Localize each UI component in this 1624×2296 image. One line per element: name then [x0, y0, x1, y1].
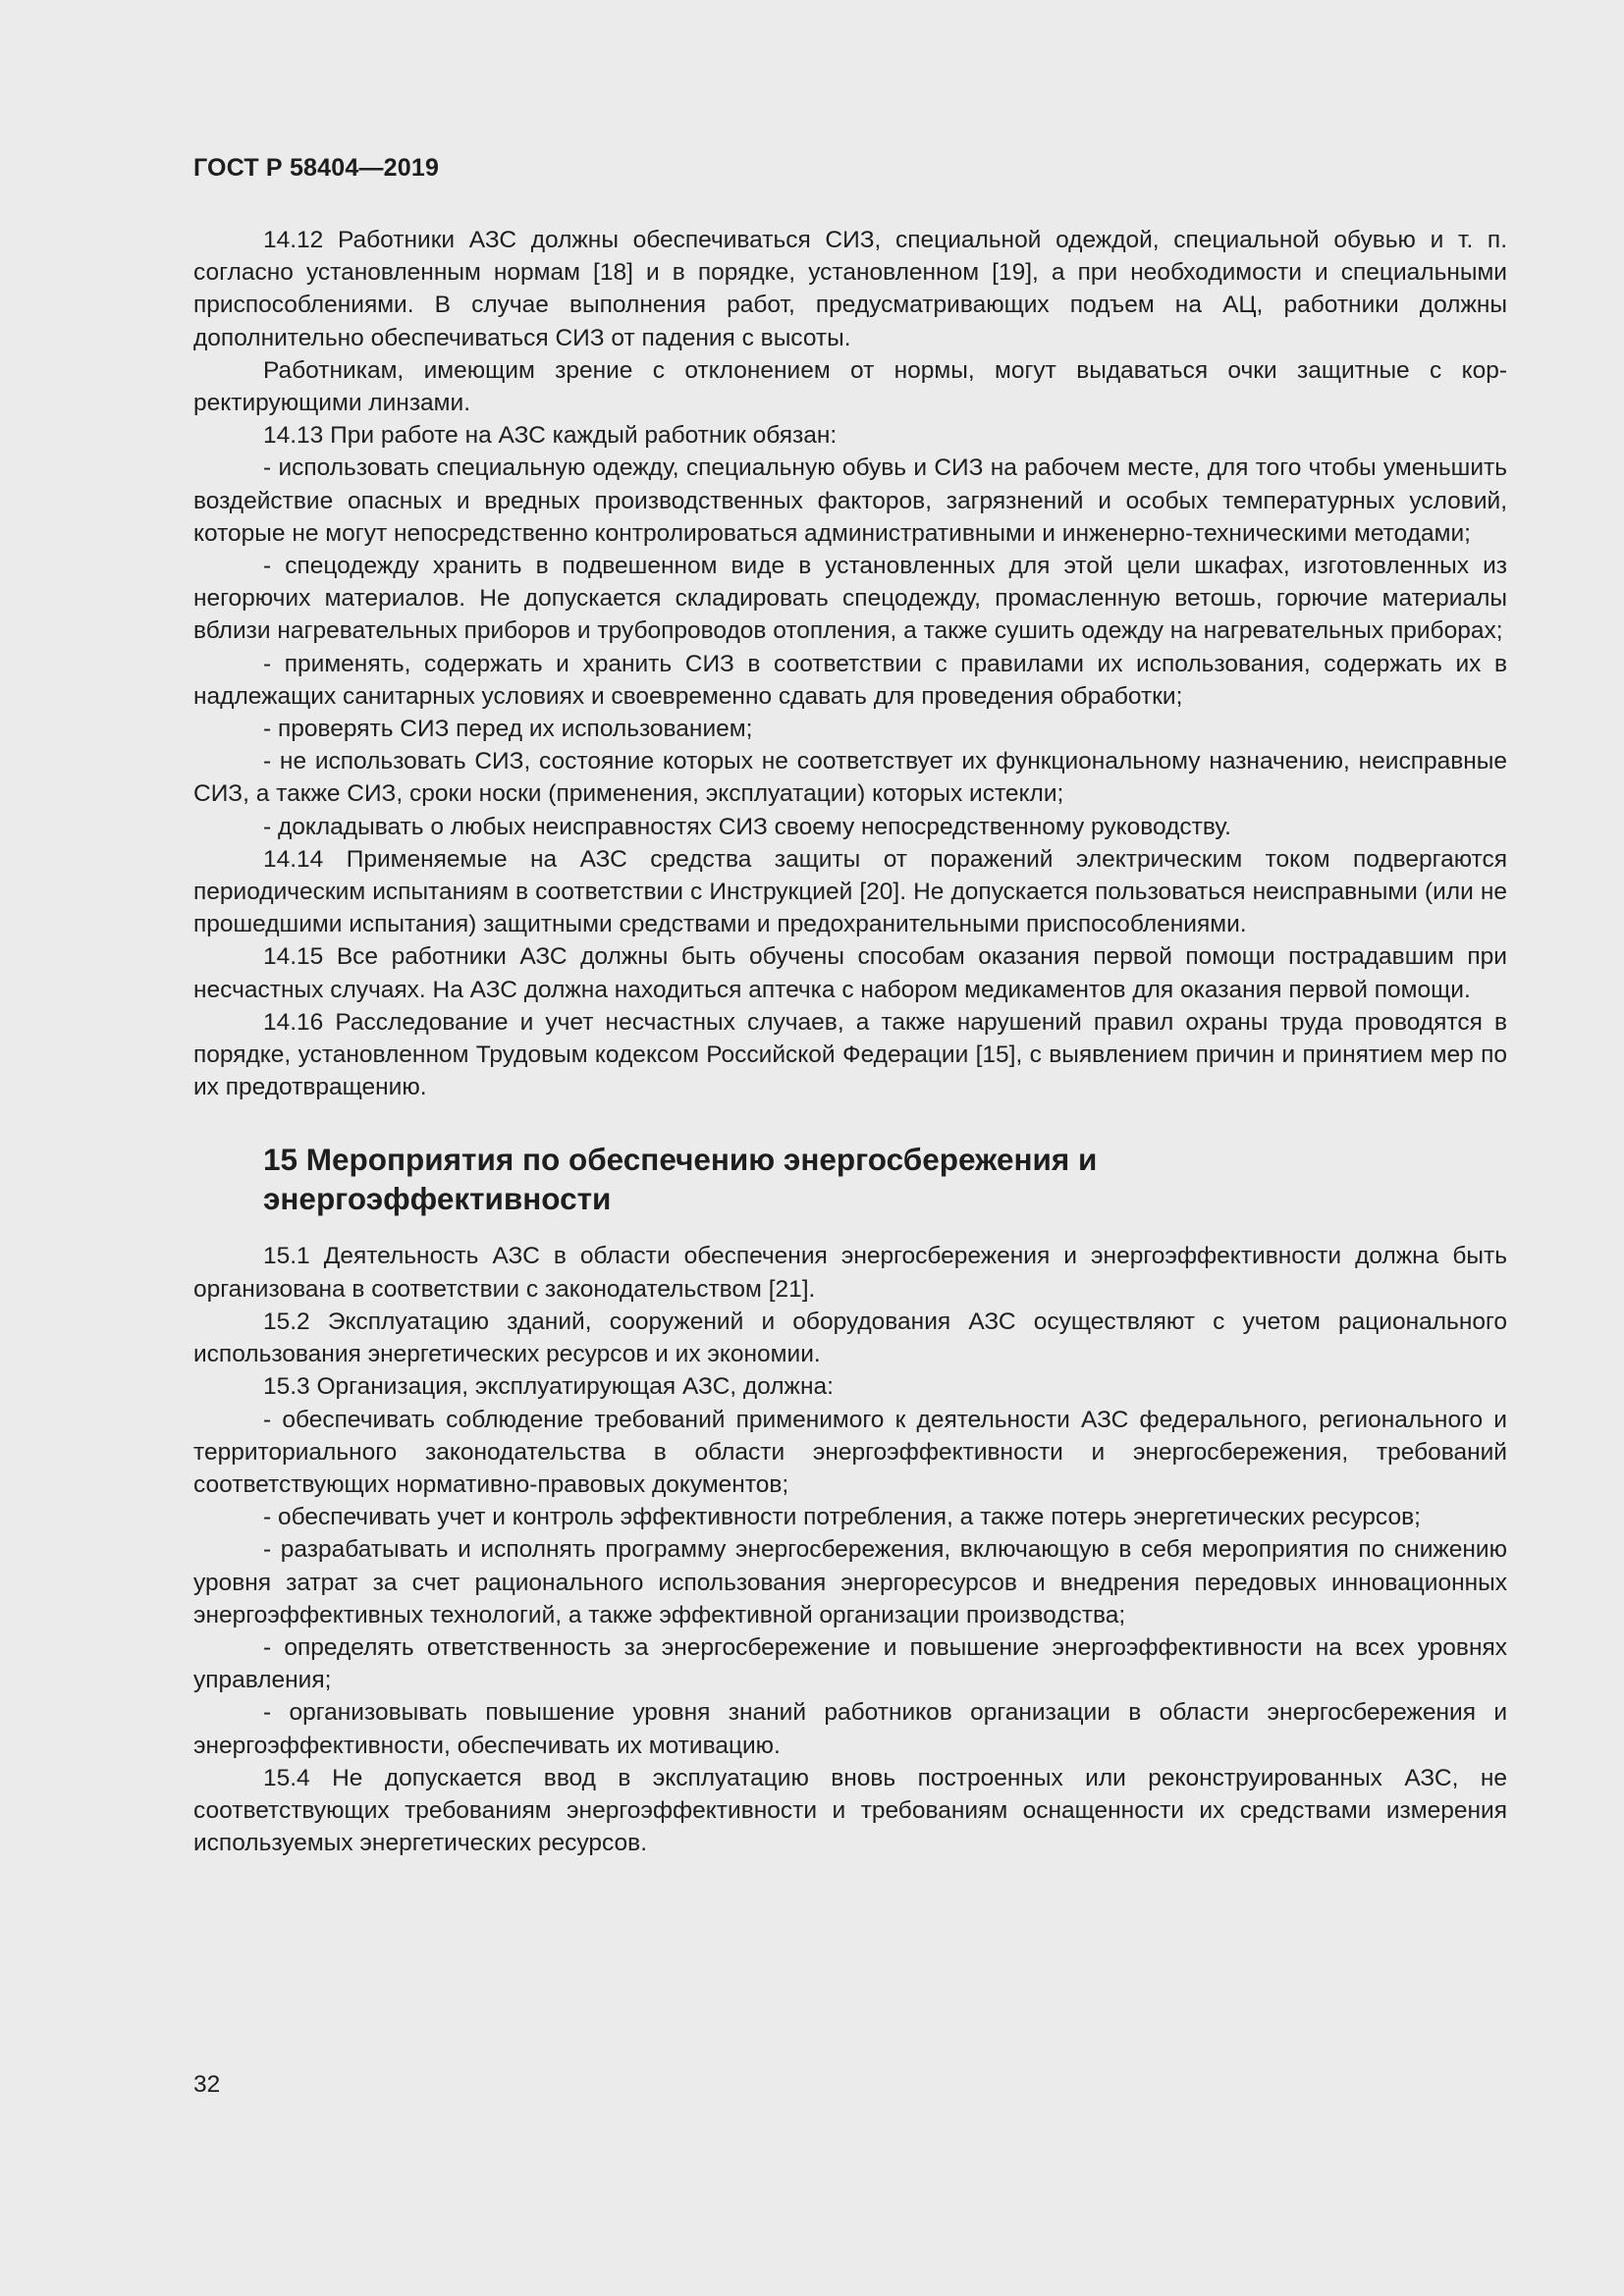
paragraph-15-4: 15.4 Не допускается ввод в эксплуатацию вновь построенных или реконструированных АЗС, не соответствующих требованиям энергоэффективности и требованиям оснащенности их средствами измерения используемых энергетических ресурсов.	[193, 1764, 1507, 1857]
paragraph-vision: Работникам, имеющим зрение с отклонением от нормы, могут выдаваться очки защитные с корректирующими линзами.	[193, 356, 1507, 417]
list-item: - спецодежду хранить в подвешенном виде в установленных для этой цели шкафах, изготовленных из негорючих материалов. Не допускается складировать спецодежду, промасленную ветошь, горючие материалы вблизи нагревательных приборов и трубопроводов отопления, а также сушить одежду на нагревательных приборах;	[193, 553, 1507, 645]
section-heading	[263, 1140, 1507, 1218]
list-item: - применять, содержать и хранить СИЗ в соответствии с правилами их использования, содержать их в надлежащих санитарных условиях и своевременно сдавать для проведения обработки;	[193, 650, 1507, 710]
list-item: - докладывать о любых неисправностях СИЗ своему непосредственному руководству.	[263, 813, 1231, 840]
paragraph-15-3: 15.3 Организация, эксплуатирующая АЗС, должна:	[263, 1373, 834, 1401]
section-heading-line: 15 Мероприятия по обеспечению энергосбережения и	[263, 1142, 1098, 1178]
paragraph-14-15: 14.15 Все работники АЗС должны быть обучены способам оказания первой помощи пострадавшим при несчастных случаях. На АЗС должна находиться аптечка с набором медикаментов для оказания первой помощи.	[193, 943, 1507, 1003]
list-item: - использовать специальную одежду, специальную обувь и СИЗ на рабочем месте, для того чтобы уменьшить воздействие опасных и вредных производственных факторов, загрязнений и особых температурных условий, которые не могут непосредственно контролироваться административными и инженерно-техническими методами;	[193, 454, 1507, 547]
page-number: 32	[193, 2071, 221, 2098]
list-item: - организовывать повышение уровня знаний работников организации в области энергосбережения и энергоэффективности, обеспечивать их мотивацию.	[193, 1699, 1507, 1759]
paragraph-14-14: 14.14 Применяемые на АЗС средства защиты от поражений электрическим током подвергаются периодическим испытаниям в соответствии с Инструкцией [20]. Не допускается пользоваться неисправными (или не прошедшими испытания) защитными средствами и предохранительными приспособлениями.	[193, 845, 1507, 938]
list-item: - разрабатывать и исполнять программу энергосбережения, включающую в себя мероприятия по снижению уровня затрат за счет рационального использования энергоресурсов и внедрения передовых инновационных энергоэффективных технологий, а также эффективной организации производства;	[193, 1536, 1507, 1629]
list-item: - проверять СИЗ перед их использованием;	[263, 716, 753, 743]
paragraph-15-2: 15.2 Эксплуатацию зданий, сооружений и оборудования АЗС осуществляют с учетом рационального использования энергетических ресурсов и их экономии.	[193, 1308, 1507, 1368]
page-content	[193, 224, 1507, 1859]
list-item: - не использовать СИЗ, состояние которых не соответствует их функциональному назначению, неисправные СИЗ, а также СИЗ, сроки носки (применения, эксплуатации) которых истекли;	[193, 748, 1507, 808]
list-item: - определять ответственность за энергосбережение и повышение энергоэффективности на всех уровнях управления;	[193, 1633, 1507, 1694]
list-item: - обеспечивать учет и контроль эффективности потребления, а также потерь энергетических ресурсов;	[263, 1504, 1421, 1531]
document-code: ГОСТ Р 58404—2019	[193, 154, 440, 182]
section-heading-line: энергоэффективности	[263, 1181, 612, 1217]
list-item: - обеспечивать соблюдение требований применимого к деятельности АЗС федерального, регионального и территориального законодательства в области энергоэффективности и энергосбережения, требований соответствующих нормативно-правовых документов;	[193, 1406, 1507, 1498]
paragraph-14-13: 14.13 При работе на АЗС каждый работник обязан:	[263, 422, 838, 450]
paragraph-14-12: 14.12 Работники АЗС должны обеспечиваться СИЗ, специальной одеждой, специальной обувью и т. п. согласно установленным нормам [18] и в порядке, установленном [19], а при необходимости и специальными приспособлениями. В случае выполнения работ, предусматривающих подъем на АЦ, работники должны дополнительно обеспечиваться СИЗ от падения с высоты.	[193, 227, 1507, 351]
paragraph-15-1: 15.1 Деятельность АЗС в области обеспечения энергосбережения и энергоэффективности должна быть организована в соответствии с законодательством [21].	[193, 1243, 1507, 1303]
paragraph-14-16: 14.16 Расследование и учет несчастных случаев, а также нарушений правил охраны труда проводятся в порядке, установленном Трудовым кодексом Российской Федерации [15], с выявлением причин и принятием мер по их предотвращению.	[193, 1008, 1507, 1101]
